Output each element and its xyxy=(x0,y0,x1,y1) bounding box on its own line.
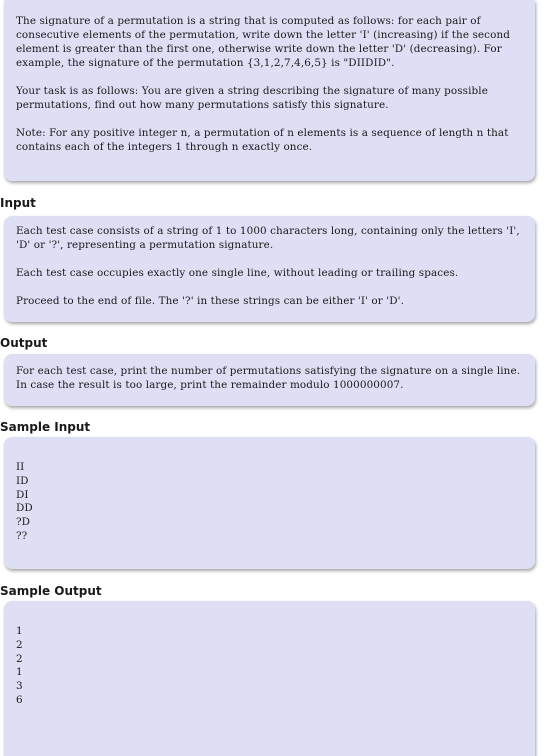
sample-input-line: ?D xyxy=(16,516,30,529)
input-paragraph-1: Each test case consists of a string of 1 to 1000 characters long, containing only the letters 'I', 'D' or '?', representing a permutation signature. xyxy=(16,225,520,251)
sample-output-line: 1 xyxy=(16,625,23,637)
sample-input-line: DI xyxy=(16,488,29,501)
description-panel xyxy=(4,0,535,181)
sample-output-line: 2 xyxy=(16,652,23,665)
sample-output-line: 6 xyxy=(16,693,23,706)
sample-output-heading: Sample Output xyxy=(0,584,102,598)
sample-output-panel xyxy=(4,601,535,756)
sample-input-lines xyxy=(16,461,523,544)
sample-output-line: 3 xyxy=(16,680,23,693)
description-paragraph-1: The signature of a permutation is a string that is computed as follows: for each pair of consecutive elements of the permutation, write down the letter 'I' (increasing) if the second element is greater than the first one, otherwise write down the letter 'D' (decreasing). For example, the signature of the permutation {3,1,2,7,4,6,5} is "DIIDID". xyxy=(16,15,511,69)
sample-input-line: ID xyxy=(16,474,29,487)
output-paragraph-1: For each test case, print the number of permutations satisfying the signature on a single line. In case the result is too large, print the remainder modulo 1000000007. xyxy=(16,365,521,391)
sample-input-line: ?? xyxy=(16,529,28,542)
sample-output-line: 2 xyxy=(16,638,23,651)
sample-input-line: DD xyxy=(16,502,33,515)
output-heading: Output xyxy=(0,336,48,350)
input-paragraph-2: Each test case occupies exactly one single line, without leading or trailing spaces. xyxy=(16,267,459,279)
sample-output-line: 1 xyxy=(16,666,23,679)
sample-input-heading: Sample Input xyxy=(0,420,91,434)
output-panel xyxy=(4,354,535,406)
description-paragraph-2: Your task is as follows: You are given a string describing the signature of many possible permutations, find out how many permutations satisfy this signature. xyxy=(16,85,488,111)
input-panel xyxy=(4,216,535,322)
description-paragraph-3: Note: For any positive integer n, a permutation of n elements is a sequence of length n that contains each of the integers 1 through n exactly once. xyxy=(16,127,509,153)
sample-input-line: II xyxy=(16,461,25,473)
input-heading: Input xyxy=(0,196,36,210)
sample-output-lines xyxy=(16,625,523,708)
sample-input-panel xyxy=(4,437,535,569)
input-paragraph-3: Proceed to the end of file. The '?' in these strings can be either 'I' or 'D'. xyxy=(16,295,405,307)
